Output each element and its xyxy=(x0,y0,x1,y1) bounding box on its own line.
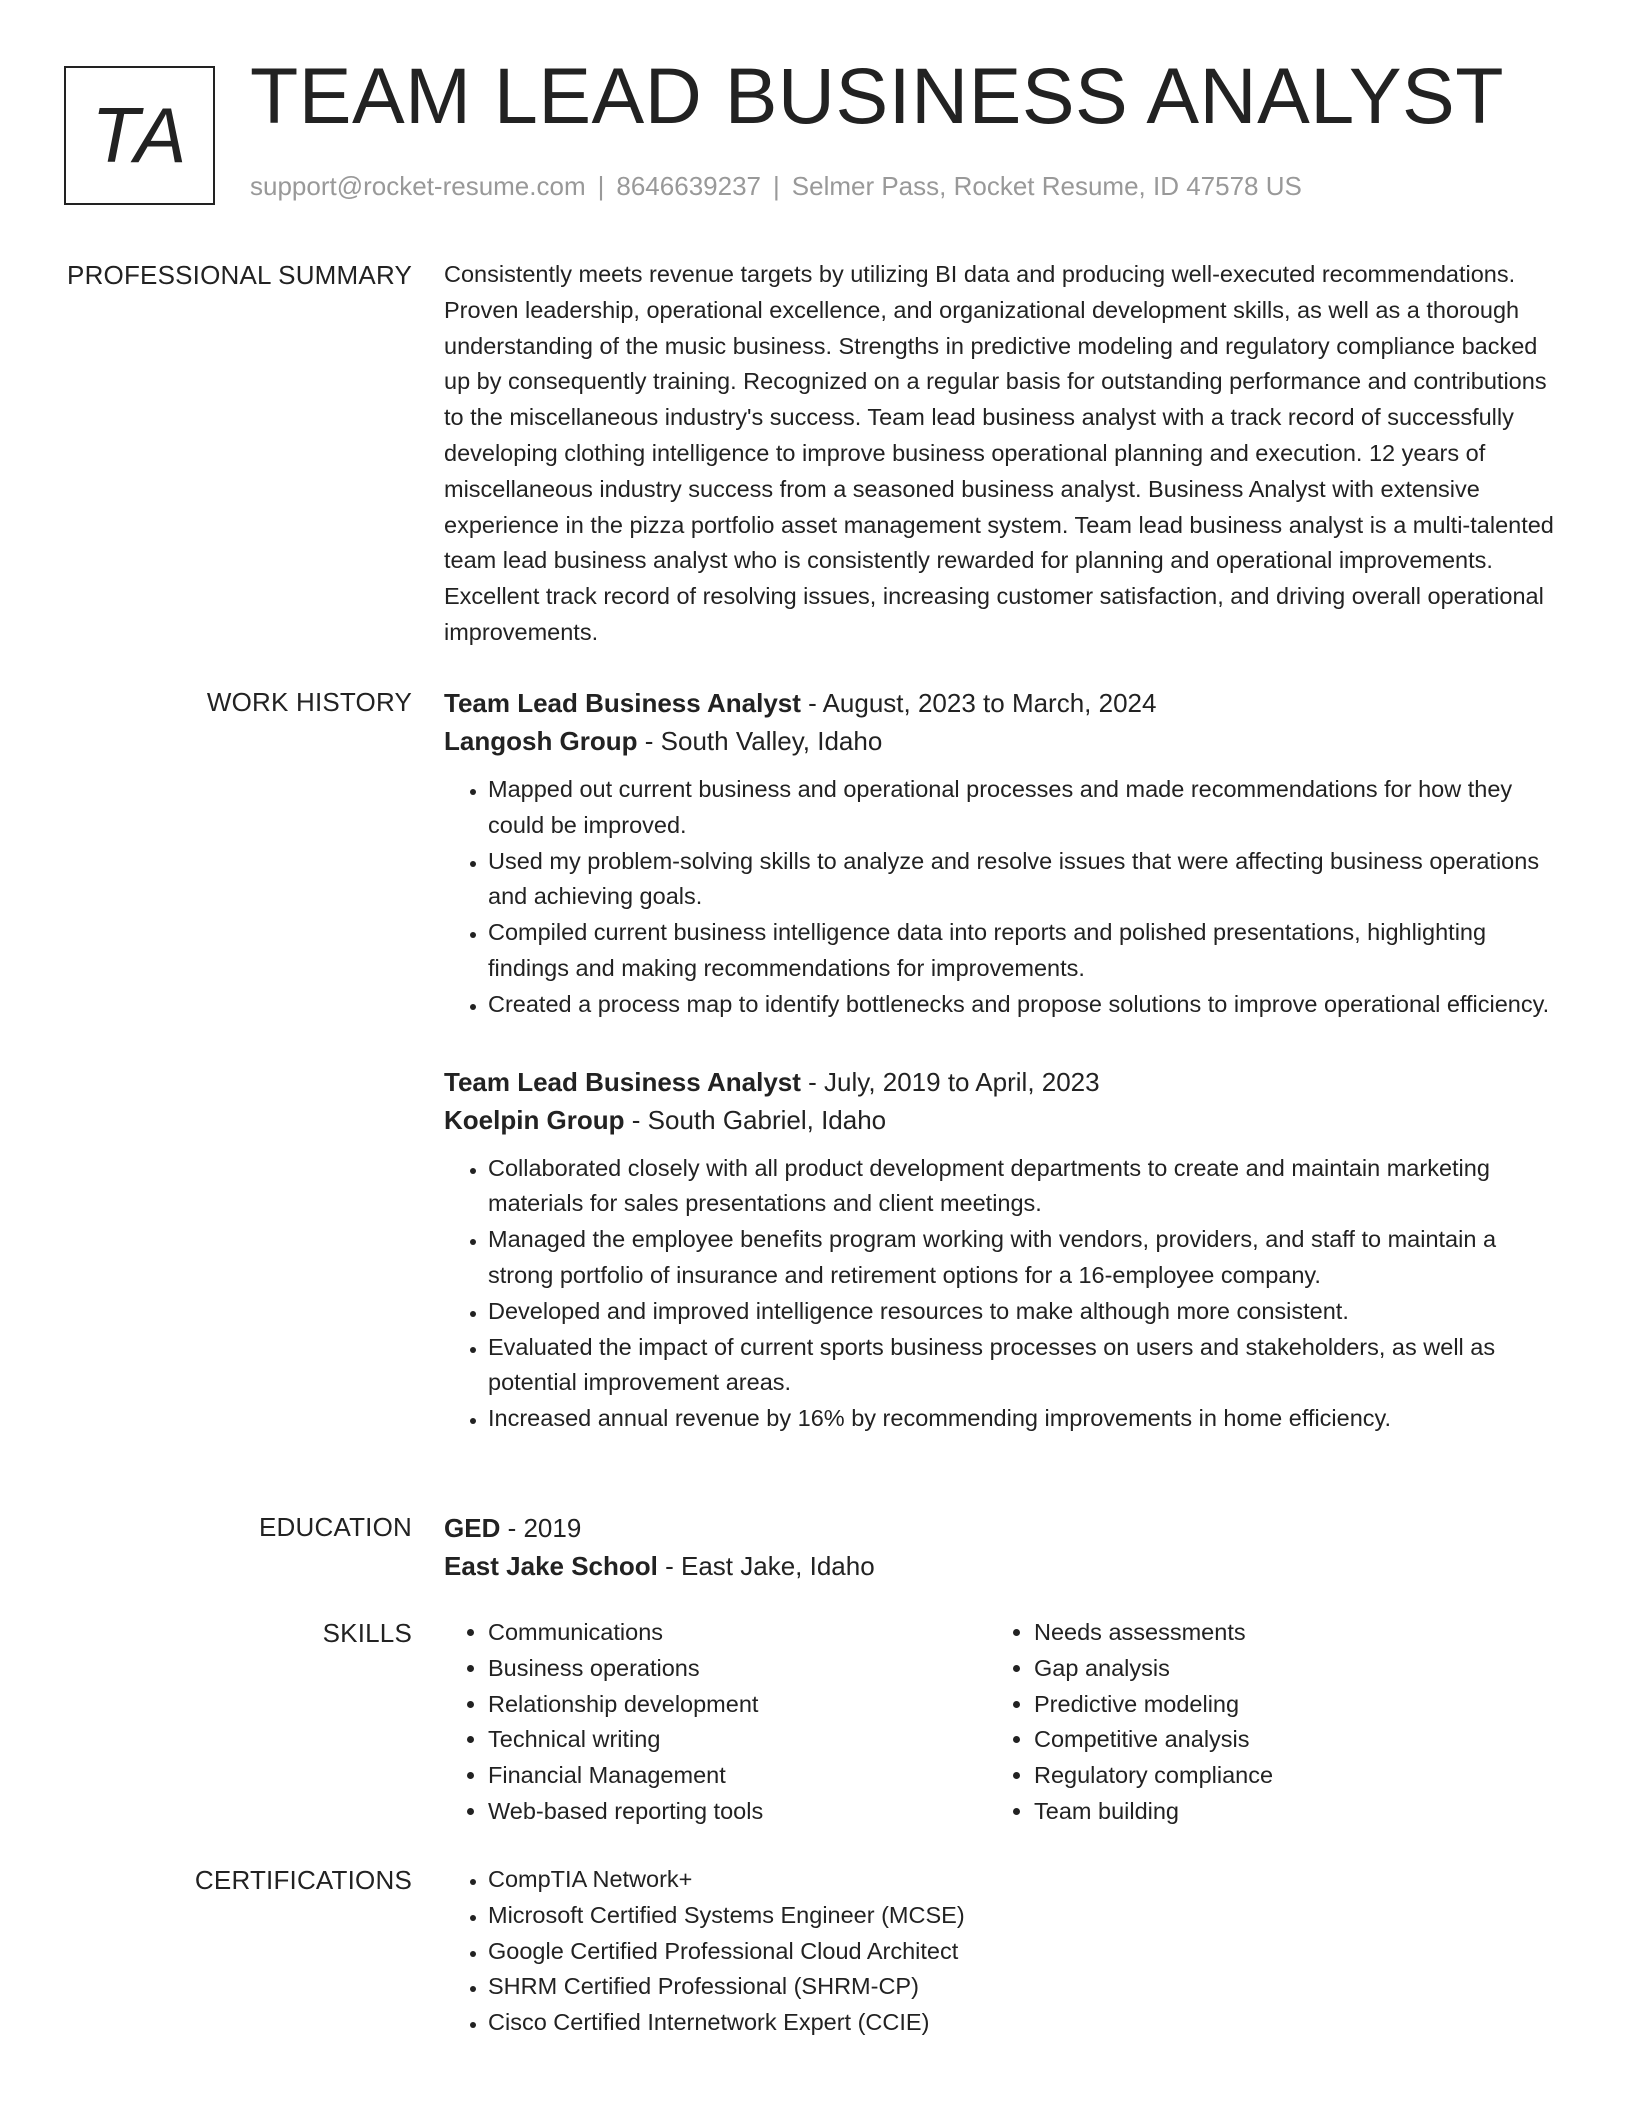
job-bullets xyxy=(444,1151,1556,1437)
job-bullet: • Mapped out current business and operational processes and made recommendations for how they could be improved. xyxy=(488,772,1556,844)
section-label-summary: PROFESSIONAL SUMMARY xyxy=(67,260,412,290)
contact-email: support@rocket-resume.com xyxy=(250,171,586,201)
job-bullet: • Developed and improved intelligence resources to make although more consistent. xyxy=(488,1294,1556,1330)
job-bullet: • Used my problem-solving skills to analyze and resolve issues that were affecting business operations and achieving goals. xyxy=(488,844,1556,916)
job-entry xyxy=(444,684,1556,1023)
job-company: Koelpin Group xyxy=(444,1104,625,1135)
job-bullets xyxy=(444,772,1556,1023)
skill-item: • Web-based reporting tools xyxy=(488,1794,990,1830)
job-title-line xyxy=(444,1063,1556,1101)
section-label-education: EDUCATION xyxy=(259,1512,412,1542)
job-title-line xyxy=(444,684,1556,722)
certification-item: • Microsoft Certified Systems Engineer (MCSE) xyxy=(488,1898,1556,1934)
education-location: - East Jake, Idaho xyxy=(657,1551,875,1581)
certification-item: • CompTIA Network+ xyxy=(488,1862,1556,1898)
contact-separator: | xyxy=(773,171,780,201)
job-company-line xyxy=(444,722,1556,760)
contact-line xyxy=(250,171,1568,202)
certification-item: • Google Certified Professional Cloud Architect xyxy=(488,1934,1556,1970)
education-degree-line xyxy=(444,1509,1556,1547)
job-bullet: • Managed the employee benefits program working with vendors, providers, and staff to maintain a strong portfolio of insurance and retirement options for a 16-employee company. xyxy=(488,1222,1556,1294)
job-dates: - August, 2023 to March, 2024 xyxy=(800,688,1157,718)
skill-item: • Business operations xyxy=(488,1651,990,1687)
job-title: Team Lead Business Analyst xyxy=(444,1066,801,1097)
section-label-certifications: CERTIFICATIONS xyxy=(194,1865,412,1895)
resume-title: TEAM LEAD BUSINESS ANALYST xyxy=(250,51,1504,140)
skill-item: • Financial Management xyxy=(488,1758,990,1794)
skill-item: • Communications xyxy=(488,1615,990,1651)
certification-item: • SHRM Certified Professional (SHRM-CP) xyxy=(488,1969,1556,2005)
skill-item: • Predictive modeling xyxy=(1034,1687,1536,1723)
education-content xyxy=(444,1509,1556,1585)
skill-item: • Competitive analysis xyxy=(1034,1722,1536,1758)
education-degree: GED xyxy=(444,1513,501,1543)
education-school: East Jake School xyxy=(444,1551,658,1581)
job-bullet: • Collaborated closely with all product development departments to create and maintain marketing materials for sales presentations and client meetings. xyxy=(488,1151,1556,1223)
skill-item: • Technical writing xyxy=(488,1722,990,1758)
work-history-content xyxy=(444,684,1556,1477)
section-label-skills: SKILLS xyxy=(322,1618,412,1648)
certifications-content xyxy=(444,1862,1556,2041)
skill-item: • Relationship development xyxy=(488,1687,990,1723)
contact-phone: 8646639237 xyxy=(616,171,761,201)
skill-item: • Regulatory compliance xyxy=(1034,1758,1536,1794)
job-bullet: • Increased annual revenue by 16% by recommending improvements in home efficiency. xyxy=(488,1401,1556,1437)
certification-item: • Cisco Certified Internetwork Expert (CCIE) xyxy=(488,2005,1556,2041)
skill-item: • Gap analysis xyxy=(1034,1651,1536,1687)
skills-list-left xyxy=(444,1615,990,1830)
skills-list-right xyxy=(990,1615,1536,1830)
job-company: Langosh Group xyxy=(444,726,638,756)
certifications-list xyxy=(444,1862,1556,2041)
education-year: - 2019 xyxy=(500,1513,582,1543)
contact-separator: | xyxy=(597,171,605,201)
job-company-line xyxy=(444,1101,1556,1139)
monogram-badge: TA xyxy=(64,66,215,205)
summary-text: Consistently meets revenue targets by utilizing BI data and producing well-executed recommendations. Proven leadership, operational excellence, and organizational development skills, as well as a thorough understanding of the music business. Strengths in predictive modeling and regulatory compliance backed up by consequently training. Recognized on a regular basis for outstanding performance and contributions to the miscellaneous industry's success. Team lead business analyst with a track record of successfully developing clothing intelligence to improve business operational planning and execution. 12 years of miscellaneous industry success from a seasoned business analyst. Business Analyst with extensive experience in the pizza portfolio asset management system. Team lead business analyst is a multi-talented team lead business analyst who is consistently rewarded for planning and operational improvements. Excellent track record of resolving issues, increasing customer satisfaction, and driving overall operational improvements. xyxy=(444,261,1554,645)
education-school-line xyxy=(444,1547,1556,1585)
job-bullet: • Evaluated the impact of current sports business processes on users and stakeholders, as well as potential improvement areas. xyxy=(488,1330,1556,1402)
job-location: - South Valley, Idaho xyxy=(637,726,883,756)
job-entry xyxy=(444,1063,1556,1437)
job-location: - South Gabriel, Idaho xyxy=(624,1104,887,1135)
skill-item: • Needs assessments xyxy=(1034,1615,1536,1651)
skill-item: • Team building xyxy=(1034,1794,1536,1830)
contact-address: Selmer Pass, Rocket Resume, ID 47578 US xyxy=(791,171,1302,201)
resume-header xyxy=(250,51,1568,202)
job-bullet: • Created a process map to identify bottlenecks and propose solutions to improve operational efficiency. xyxy=(488,987,1556,1023)
job-title: Team Lead Business Analyst xyxy=(444,688,801,718)
skills-content xyxy=(444,1615,1556,1830)
job-dates: - July, 2019 to April, 2023 xyxy=(800,1066,1100,1097)
summary-content xyxy=(444,257,1556,651)
job-bullet: • Compiled current business intelligence data into reports and polished presentations, highlighting findings and making recommendations for improvements. xyxy=(488,915,1556,987)
section-label-work-history: WORK HISTORY xyxy=(206,687,412,717)
